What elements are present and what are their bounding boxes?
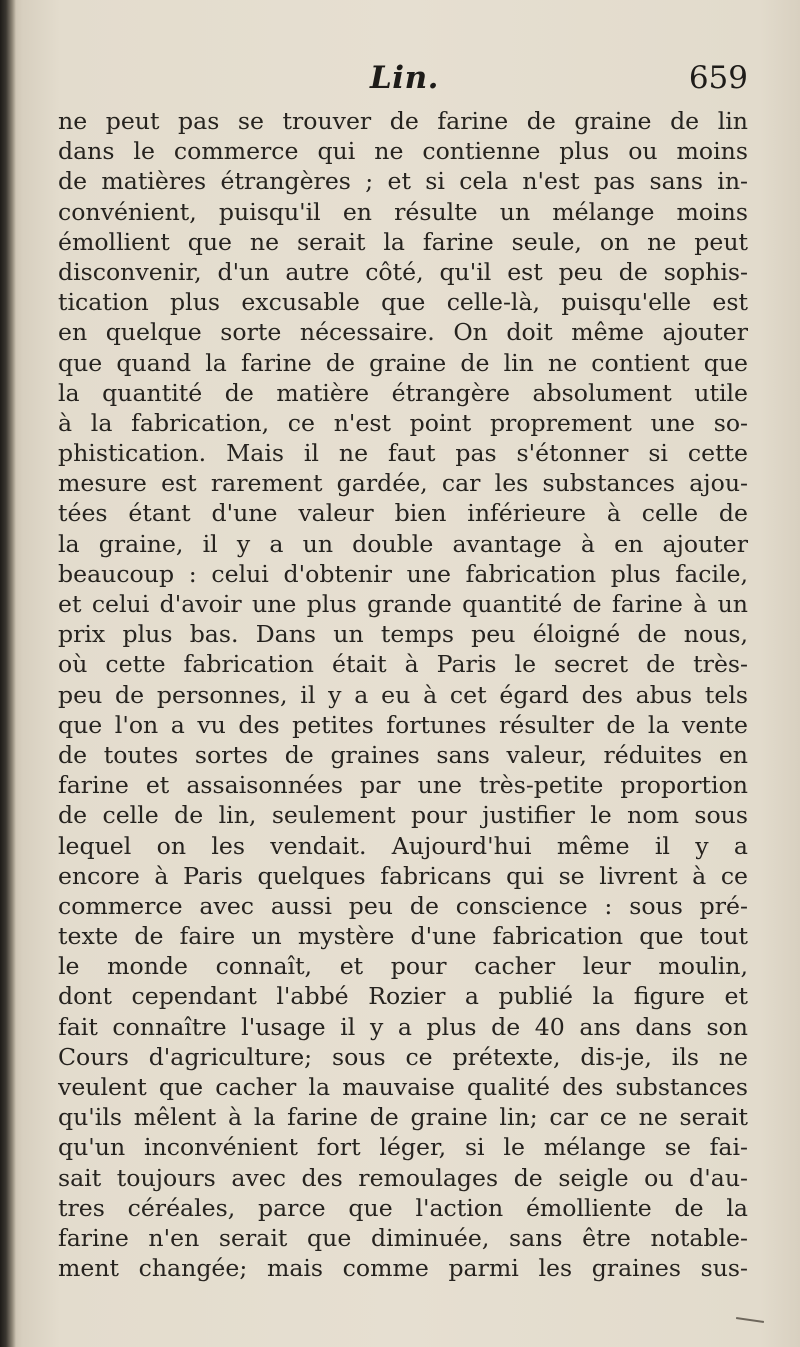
text-line: ment changée; mais comme parmi les graines sus- (58, 1254, 748, 1283)
text-line: de toutes sortes de graines sans valeur, réduites en (58, 740, 748, 769)
text-line: dont cependant l'abbé Rozier a publié la figure et (58, 982, 748, 1011)
text-line: de matières étrangères ; et si cela n'est pas sans in- (58, 167, 748, 196)
text-line: tication plus excusable que celle-là, puisqu'elle est (58, 288, 748, 317)
page-number: 659 (688, 60, 748, 96)
text-line: encore à Paris quelques fabricans qui se livrent à ce (58, 861, 748, 890)
text-line: farine et assaisonnées par une très-petite proportion (58, 771, 748, 800)
text-line: beaucoup : celui d'obtenir une fabrication plus facile, (58, 559, 748, 588)
text-line: phistication. Mais il ne faut pas s'étonner si cette (58, 439, 748, 468)
text-line: en quelque sorte nécessaire. On doit même ajouter (58, 318, 748, 347)
text-line: le monde connaît, et pour cacher leur moulin, (58, 952, 748, 981)
text-line: prix plus bas. Dans un temps peu éloigné de nous, (58, 620, 748, 649)
text-line: fait connaître l'usage il y a plus de 40 ans dans son (58, 1012, 748, 1041)
text-line: qu'ils mêlent à la farine de graine lin; car ce ne serait (58, 1103, 748, 1132)
running-head: Lin. (370, 60, 439, 96)
text-line: que l'on a vu des petites fortunes résulter de la vente (58, 710, 748, 739)
text-line: et celui d'avoir une plus grande quantité de farine à un (58, 590, 748, 618)
text-line: mesure est rarement gardée, car les substances ajou- (58, 469, 748, 498)
text-line: dans le commerce qui ne contienne plus ou moins (58, 137, 748, 166)
text-line: texte de faire un mystère d'une fabrication que tout (58, 922, 748, 951)
text-line: tres céréales, parce que l'action émolliente de la (58, 1193, 748, 1222)
book-spine-shadow (0, 0, 16, 1347)
text-line: ne peut pas se trouver de farine de graine de lin (58, 107, 748, 135)
text-line: la graine, il y a un double avantage à en ajouter (58, 529, 748, 558)
text-line: la quantité de matière étrangère absolument utile (58, 378, 748, 407)
page-smudge-mark (736, 1317, 764, 1323)
text-line: où cette fabrication était à Paris le secret de très- (58, 650, 748, 679)
text-line: farine n'en serait que diminuée, sans être notable- (58, 1223, 748, 1252)
body-text (58, 106, 748, 1283)
text-line: de celle de lin, seulement pour justifier le nom sous (58, 801, 748, 830)
text-line: commerce avec aussi peu de conscience : sous pré- (58, 891, 748, 920)
text-line: peu de personnes, il y a eu à cet égard des abus tels (58, 680, 748, 709)
text-line: émollient que ne serait la farine seule, on ne peut (58, 227, 748, 256)
page-header (58, 60, 748, 102)
text-line: que quand la farine de graine de lin ne contient que (58, 348, 748, 377)
text-line: lequel on les vendait. Aujourd'hui même il y a (58, 831, 748, 860)
text-line: convénient, puisqu'il en résulte un mélange moins (58, 197, 748, 226)
text-line: tées étant d'une valeur bien inférieure à celle de (58, 499, 748, 528)
text-line: qu'un inconvénient fort léger, si le mélange se fai- (58, 1133, 748, 1162)
text-line: disconvenir, d'un autre côté, qu'il est peu de sophis- (58, 257, 748, 286)
text-line: Cours d'agriculture; sous ce prétexte, dis-je, ils ne (58, 1042, 748, 1071)
text-line: veulent que cacher la mauvaise qualité des substances (58, 1073, 748, 1101)
text-line: sait toujours avec des remoulages de seigle ou d'au- (58, 1163, 748, 1192)
text-line: à la fabrication, ce n'est point proprement une so- (58, 408, 748, 437)
